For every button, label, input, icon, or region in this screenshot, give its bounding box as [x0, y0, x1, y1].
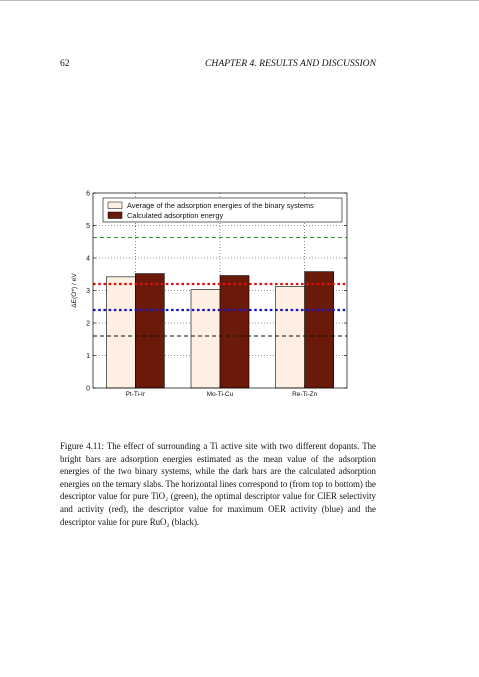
legend-label: Average of the adsorption energies of the binary systems — [127, 201, 314, 210]
bar-average-binary — [276, 286, 305, 388]
page-number: 62 — [60, 58, 70, 69]
x-tick-label: Mo-Ti-Cu — [206, 391, 234, 398]
y-tick-label: 3 — [86, 288, 90, 295]
legend-swatch — [108, 212, 122, 219]
bar-calculated — [305, 272, 334, 388]
y-tick-label: 4 — [86, 255, 90, 263]
y-tick-label: 5 — [86, 223, 90, 230]
chapter-title: CHAPTER 4. RESULTS AND DISCUSSION — [205, 58, 376, 69]
x-tick-label: Re-Ti-Zn — [292, 391, 318, 398]
bar-calculated — [220, 276, 249, 388]
figure-caption: Figure 4.11: The effect of surrounding a Ti active site with two different dopants. The bright bars are adsorption energies estimated as the mean value of the adsorption energies of the two binary systems, while the dark bars are the calculated adsorption energies on the ternary slabs. The horizontal lines correspond to (from top to bottom) the descriptor value for pure TiO₂ (green), the optimal descriptor value for ClER selectivity and activity (red), the descriptor value for maximum OER activity (blue) and the descriptor value for pure RuO₂ (black). — [60, 441, 376, 527]
bar-average-binary — [106, 277, 135, 388]
x-tick-label: Pt-Ti-Ir — [125, 391, 145, 398]
y-tick-label: 1 — [86, 353, 90, 360]
y-tick-label: 0 — [86, 385, 90, 393]
legend-label: Calculated adsorption energy — [127, 211, 224, 220]
bar-calculated — [135, 274, 164, 388]
y-tick-label: 2 — [86, 320, 90, 328]
legend-swatch — [108, 202, 122, 209]
y-tick-label: 6 — [86, 190, 90, 198]
bar-average-binary — [191, 290, 220, 388]
y-axis-label: ΔE(O*) / eV — [71, 273, 78, 308]
